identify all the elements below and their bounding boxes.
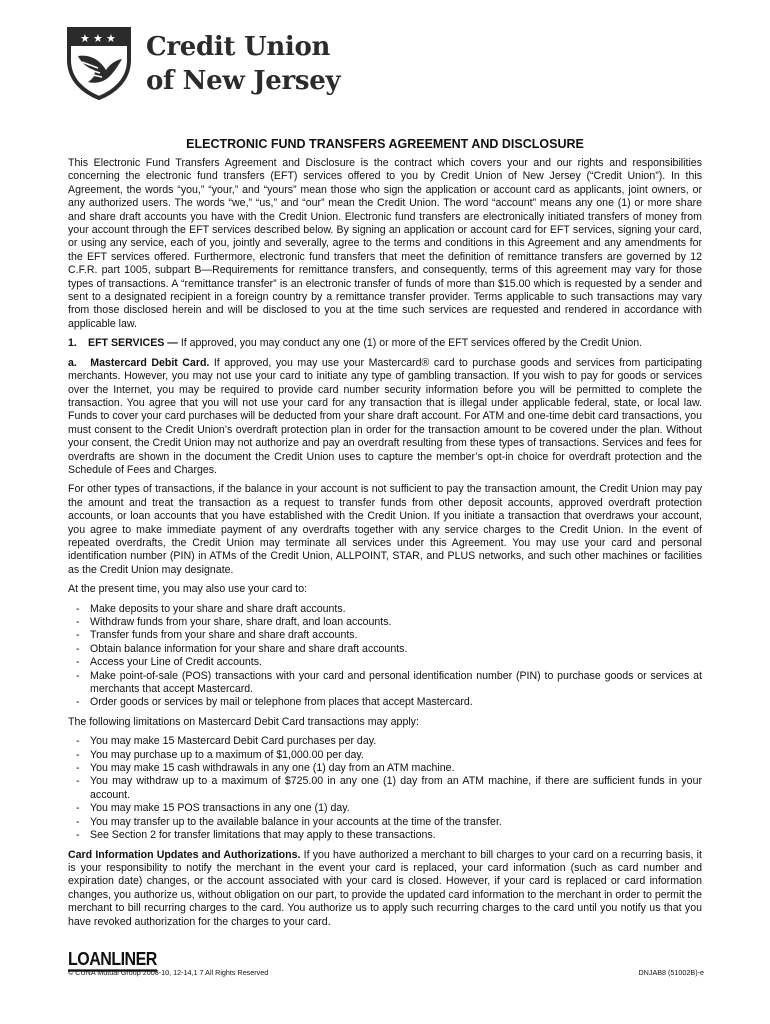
section-text: If approved, you may conduct any one (1) or more of the EFT services offered by the Credit Union. [177,337,643,350]
loanliner-logo: LOANLINER [68,951,157,972]
card-updates-paragraph [68,849,702,929]
list-item: - Order goods or services by mail or telephone from places that accept Mastercard. [68,696,702,709]
logo-text-line2: of New Jersey [146,66,341,96]
debit-card-paragraph [68,357,702,478]
section-heading: EFT SERVICES — [88,337,178,350]
debit-card-text: If approved, you may use your Mastercard® card to purchase goods and services from participating merchants. However, you may not use your card to initiate any type of gambling transaction. If you wish to pay for goods or services over the Internet, you may be required to provide card number security information before you will be permitted to complete the transaction. You agree that you will not use your card for any transaction that is illegal under applicable federal, state, or local law. Funds to cover your card purchases will be deducted from your share draft account. For ATM and one-time debit card transactions, you must consent to the Credit Union’s overdraft protection plan in order for the transaction amount to be covered under the plan. Without your consent, the Credit Union may not authorize and pay an overdraft resulting from these types of transactions. Services and fees for overdrafts are shown in the document the Credit Union uses to capture the member’s opt-in choice for overdraft protection and the Schedule of Fees and Charges. [68,356,702,476]
card-updates-text: If you have authorized a merchant to bill charges to your card on a recurring basis, it is your responsibility to notify the merchant in the event your card is replaced, your card information (such as card number and expiration date) changes, or the account associated with your card is closed. However, if your card is replaced or card information changes, you authorize us, without obligation on our part, to provide the updated card information to the merchant in order to permit the merchant to bill recurring charges to the card. You authorize us to apply such recurring charges to the card until you notify us that you have revoked authorization for the charges to your card. [68,848,702,928]
list-item: - See Section 2 for transfer limitations that may apply to these transactions. [68,829,702,842]
list-item: - Withdraw funds from your share, share draft, and loan accounts. [68,616,702,629]
present-time-intro: At the present time, you may also use your card to: [68,583,308,596]
document-title: ELECTRONIC FUND TRANSFERS AGREEMENT AND DISCLOSURE [186,137,584,151]
shield-eagle-icon [66,26,132,100]
debit-card-label: a. Mastercard Debit Card. [68,356,210,369]
limitations-intro: The following limitations on Mastercard Debit Card transactions may apply: [68,715,419,728]
list-item: - Make point-of-sale (POS) transactions with your card and personal identification number (PIN) to purchase goods or services at merchants that accept Mastercard. [68,670,702,697]
credit-union-logo [66,26,366,102]
other-transactions-paragraph: For other types of transactions, if the balance in your account is not sufficient to pay the transaction amount, the Credit Union may pay the amount and treat the transaction as a request to transfer funds from other deposit accounts, approved overdraft protection accounts, or loan accounts that you have established with the Credit Union. If you initiate a transaction that overdraws your account, you agree to make immediate payment of any overdrafts together with any service charges to the Credit Union. In the event of repeated overdrafts, the Credit Union may terminate all services under this Agreement. You may use your card and personal identification number (PIN) in ATMs of the Credit Union, ALLPOINT, STAR, and PLUS networks, and such other machines or facilities as the Credit Union may designate. [68,483,702,576]
card-updates-label: Card Information Updates and Authorizations. [68,848,301,861]
limitations-list [68,735,702,842]
svg-text:★: ★ [93,32,103,45]
svg-text:★: ★ [106,32,116,45]
form-code: DNJAB8 (51002B)-e [638,968,704,977]
list-item: - You may make 15 POS transactions in any one (1) day. [68,802,702,815]
list-item: - You may transfer up to the available balance in your accounts at the time of the transfer. [68,816,702,829]
list-item: - You may withdraw up to a maximum of $725.00 in any one (1) day from an ATM machine, if there are sufficient funds in your account. [68,775,702,802]
copyright-text: © CUNA Mutual Group 2008-10, 12-14,1 7 All Rights Reserved [68,968,269,977]
document-body [68,136,702,935]
section-1 [68,337,702,350]
list-item: - Transfer funds from your share and share draft accounts. [68,629,702,642]
list-item: - You may make 15 Mastercard Debit Card purchases per day. [68,735,702,748]
list-item: - You may make 15 cash withdrawals in any one (1) day from an ATM machine. [68,762,702,775]
svg-text:★: ★ [80,32,90,45]
logo-text-line1: Credit Union [146,32,331,62]
section-number: 1. [68,337,77,350]
intro-paragraph: This Electronic Fund Transfers Agreement and Disclosure is the contract which covers your and our rights and responsibilities concerning the electronic fund transfers (EFT) services offered to you by Credit Union of New Jersey (“Credit Union”). In this Agreement, the words “you,” “your,” and “yours” mean those who sign the application or account card as applicants, joint owners, or any authorized users. The words “we,” “us,” and “our” mean the Credit Union. The word “account” means any one (1) or more share and share draft accounts you have with the Credit Union. Electronic fund transfers are electronically initiated transfers of money from your account through the EFT services described below. By signing an application or account card for EFT services, signing your card, or using any service, each of you, jointly and severally, agree to the terms and conditions in this Agreement and any amendments for the EFT services offered. Furthermore, electronic fund transfers that meet the definition of remittance transfers are governed by 12 C.F.R. part 1005, subpart B—Requirements for remittance transfers, and consequently, terms of this agreement may vary for those types of transactions. A “remittance transfer” is an electronic transfer of funds of more than $15.00 which is requested by a sender and sent to a designated recipient in a foreign country by a remittance transfer provider. Terms applicable to such transactions may vary from those disclosed herein and will be disclosed to you at the time such services are requested and rendered in accordance with applicable law. [68,157,702,330]
list-item: - Obtain balance information for your share and share draft accounts. [68,643,702,656]
list-item: - Make deposits to your share and share draft accounts. [68,603,702,616]
list-item: - Access your Line of Credit accounts. [68,656,702,669]
card-uses-list [68,603,702,710]
list-item: - You may purchase up to a maximum of $1,000.00 per day. [68,749,702,762]
